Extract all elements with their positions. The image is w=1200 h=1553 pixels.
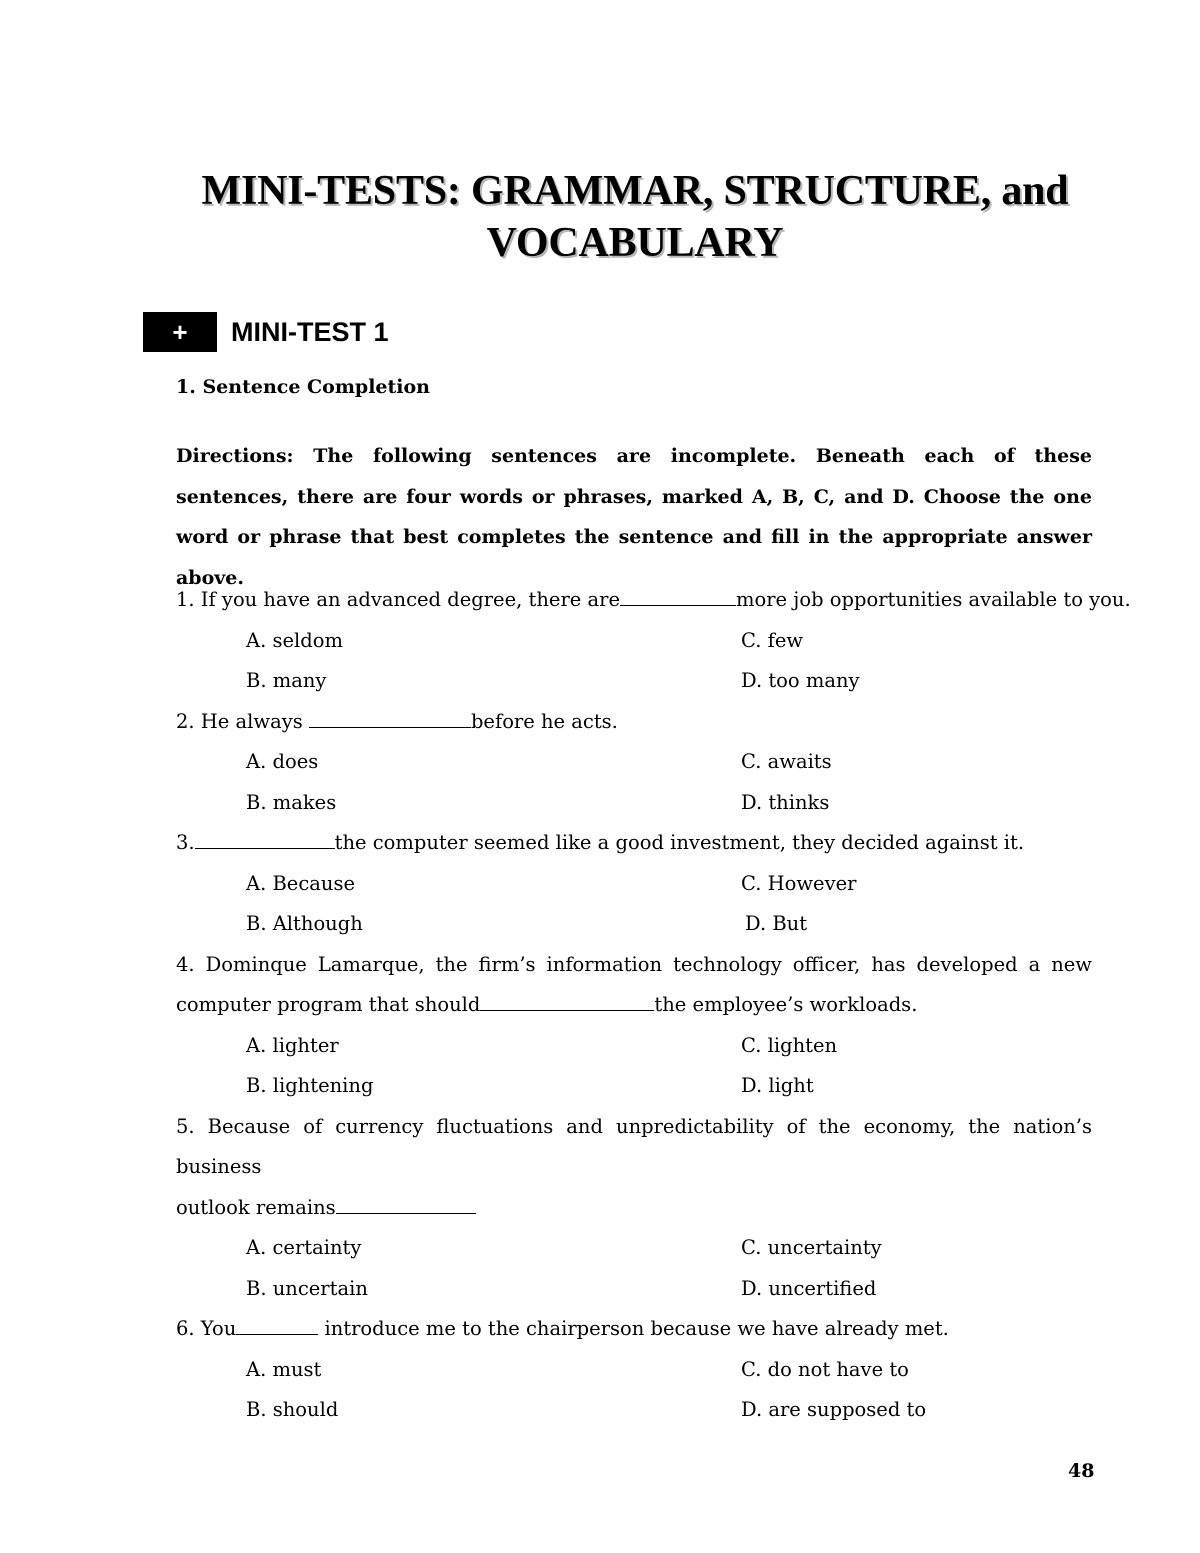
option-c: C. lighten [741, 1033, 838, 1057]
option-c: C. awaits [741, 750, 832, 773]
question-stem [176, 1309, 1092, 1350]
question-stem [176, 985, 1092, 1026]
question-2 [176, 702, 1092, 824]
question-5 [176, 1107, 1092, 1310]
option-a: A. must [246, 1357, 322, 1381]
question-4 [176, 945, 1092, 1107]
plus-icon: + [143, 312, 217, 352]
stem-after: the employee’s workloads. [654, 993, 918, 1016]
option-d: D. light [741, 1074, 814, 1097]
question-stem-line-1: 5. Because of currency fluctuations and unpredictability of the economy, the nation’s business [176, 1114, 1092, 1178]
question-stem-line-1: 4. Dominque Lamarque, the firm’s information technology officer, has developed a new [176, 952, 1092, 976]
question-3 [176, 823, 1092, 945]
stem-after: before he acts. [470, 709, 618, 733]
option-d: D. are supposed to [741, 1398, 927, 1421]
part-heading: 1. Sentence Completion [176, 376, 430, 398]
option-d: D. thinks [741, 790, 830, 814]
question-stem [176, 580, 1131, 621]
section-title: MINI-TEST 1 [231, 316, 389, 347]
option-d: D. too many [741, 669, 860, 692]
stem-before: 1. If you have an advanced degree, there are [176, 588, 620, 611]
answer-blank [195, 832, 335, 849]
option-b: B. makes [246, 790, 337, 814]
answer-blank [236, 1318, 318, 1335]
directions-text: Directions: The following sentences are incomplete. Beneath each of these sentences, there are four words or phrases, marked A, B, C, and D. Choose the one word or phrase that best completes the sentence and fill in the appropriate answer above. [176, 445, 1092, 589]
option-c: C. However [741, 871, 857, 895]
answer-blank [336, 1197, 476, 1214]
option-a: A. certainty [246, 1236, 362, 1259]
question-stem [176, 1188, 1092, 1229]
stem-before: outlook remains [176, 1195, 336, 1219]
section-header [143, 312, 389, 352]
option-a: A. Because [246, 871, 356, 895]
option-c: C. few [741, 628, 804, 652]
answer-blank [480, 994, 654, 1011]
option-c: C. do not have to [741, 1357, 909, 1381]
question-list [176, 580, 1131, 1431]
option-b: B. lightening [246, 1074, 374, 1097]
option-b: B. should [246, 1398, 339, 1421]
question-1 [176, 580, 1131, 702]
stem-after: the computer seemed like a good investment, they decided against it. [334, 831, 1025, 854]
question-stem [176, 702, 1092, 743]
option-a: A. lighter [246, 1033, 339, 1057]
stem-before: computer program that should [176, 993, 481, 1016]
option-b: B. Although [246, 912, 363, 935]
stem-before: 6. You [176, 1317, 237, 1340]
option-a: A. does [246, 750, 319, 773]
option-c: C. uncertainty [741, 1236, 882, 1259]
page-title-line-2: VOCABULARY [486, 220, 784, 266]
option-d: D. uncertified [741, 1276, 877, 1300]
question-6 [176, 1309, 1092, 1431]
stem-before: 2. He always [176, 709, 309, 733]
question-stem [176, 823, 1092, 864]
page-title-line-1: MINI-TESTS: GRAMMAR, STRUCTURE, and [201, 168, 1069, 214]
page-title [140, 165, 1130, 269]
option-b: B. uncertain [246, 1276, 368, 1300]
answer-blank [309, 711, 471, 728]
option-a: A. seldom [246, 628, 343, 652]
page-number: 48 [1068, 1460, 1095, 1482]
answer-blank [620, 589, 736, 606]
option-b: B. many [246, 669, 327, 692]
stem-after: more job opportunities available to you. [736, 588, 1131, 611]
stem-before: 3. [176, 831, 195, 854]
option-d: D. But [745, 912, 808, 935]
stem-after: introduce me to the chairperson because we have already met. [318, 1317, 949, 1340]
